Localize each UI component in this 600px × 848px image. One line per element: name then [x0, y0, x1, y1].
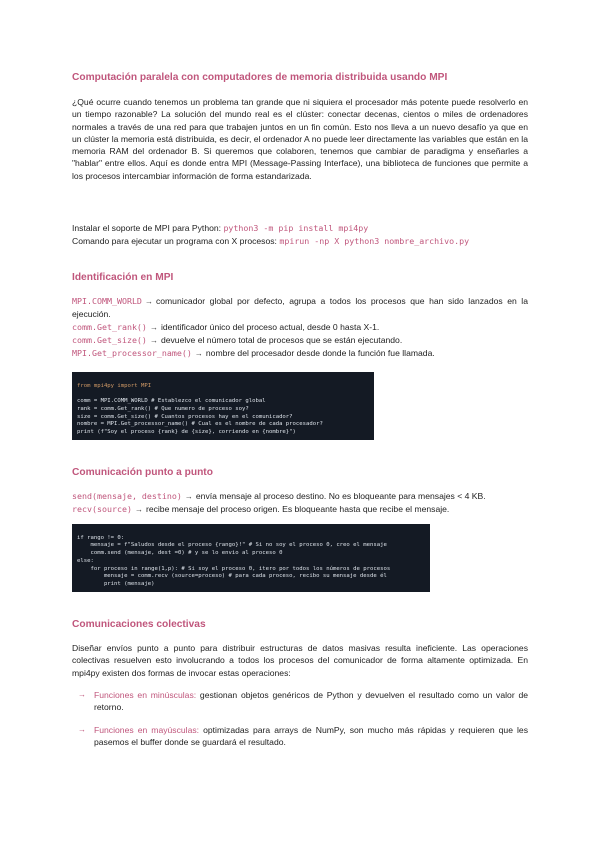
intro-paragraph: ¿Qué ocurre cuando tenemos un problema tan grande que ni siquiera el procesador más potente puede resolverlo en un tiempo razonable? La solución del mundo real es el clúster: conectar decenas, cientos o miles de ordenadores normales a través de una red para que trabajen juntos en un fin común. Esto nos lleva a un nuevo desafío ya que en un clúster la memoria está distribuida, es decir, el ordenador A no puede leer directamente las variables que están en la memoria RAM del ordenador B. Si queremos que colaboren, tenemos que cambiar de paradigma y enseñarles a "hablar" entre ellos. Aquí es donde entra MPI (Message-Passing Interface), una biblioteca de funciones que permite a los procesos intercambiar información de forma estandarizada. [72, 97, 528, 181]
code-term: comm.Get_rank() [72, 321, 147, 332]
install-line [72, 222, 528, 234]
code-line: from mpi4py import MPI [77, 382, 152, 389]
bullet-text [94, 689, 528, 714]
arrow-bullet-icon: → [78, 724, 86, 734]
term-description: recibe mensaje del proceso origen. Es bloqueante hasta que recibe el mensaje. [145, 504, 450, 515]
list-item [72, 724, 528, 749]
term-description: nombre del procesador desde donde la función fue llamada. [205, 348, 435, 359]
code-block-p2p [72, 524, 430, 592]
code-line: mensaje = comm.recv (source=proceso) # para cada proceso, recibo su mensaje desde él [77, 573, 387, 580]
list-item [72, 503, 528, 516]
code-term: MPI.COMM_WORLD [72, 296, 142, 306]
code-line: size = comm.Get_size() # Cuantos procesos hay en el comunicador? [77, 413, 293, 420]
code-term: MPI.Get_processor_name() [72, 348, 192, 359]
code-line: nombre = MPI.Get_processor_name() # Cual es el nombre de cada procesador? [77, 421, 323, 428]
collective-paragraph: Diseñar envíos punto a punto para distribuir estructuras de datos masivas resulta ineficiente. Las operaciones colectivas resuelven esto involucrando a todos los procesos del comunicador de forma altamente optimizada. En mpi4py existen dos formas de invocar estas operaciones: [72, 643, 528, 678]
arrow-bullet-icon: → [78, 690, 86, 699]
bullet-body: gestionan objetos genéricos de Python y devuelven el resultado como un valor de retorno. [94, 690, 529, 713]
install-command: python3 -m pip install mpi4py [223, 223, 369, 233]
bullet-text [94, 724, 528, 749]
code-block-identification [72, 372, 374, 440]
code-line: rank = comm.Get_rank() # Que numero de proceso soy? [77, 405, 249, 412]
arrow-icon: → [184, 492, 193, 501]
code-line: mensaje = f"Saludos desde el proceso {rango}!" # Si no soy el proceso 0, creo el mensaje [77, 542, 387, 549]
section-title-colectivas: Comunicaciones colectivas [72, 619, 206, 630]
list-item [72, 321, 528, 334]
list-item [72, 295, 528, 321]
code-term: comm.Get_size() [72, 334, 147, 345]
list-item [72, 689, 528, 714]
section-title-identificacion: Identificación en MPI [72, 272, 174, 283]
bullet-lead: Funciones en minúsculas: [94, 690, 197, 700]
code-line [77, 390, 369, 398]
p2p-list [72, 490, 528, 517]
identification-list [72, 295, 528, 360]
arrow-icon: → [134, 505, 143, 515]
run-command: mpirun -np X python3 nombre_archivo.py [279, 236, 470, 246]
code-line: print (f"Soy el proceso {rank} de {size}, corriendo en {nombre}") [77, 428, 296, 435]
code-line: comm.send (mensaje, dest =0) # y se lo envio al proceso 0 [77, 550, 283, 557]
bullet-body: optimizadas para arrays de NumPy, son mucho más rápidas y requieren que les pasemos el buffer donde se guardará el resultado. [94, 724, 529, 747]
code-term: send(mensaje, destino) [72, 491, 182, 501]
section-title-mpi: Computación paralela con computadores de memoria distribuida usando MPI [72, 72, 448, 83]
arrow-icon: → [144, 297, 153, 306]
arrow-icon: → [194, 349, 203, 359]
list-item [72, 347, 528, 360]
code-line: comm = MPI.COMM_WORLD # Establezco el comunicador global [77, 398, 266, 405]
list-item [72, 334, 528, 347]
code-line: else: [77, 557, 94, 564]
code-line: if rango != 0: [77, 534, 125, 541]
code-term: recv(source) [72, 504, 132, 515]
bullet-list [72, 689, 528, 748]
arrow-icon: → [149, 335, 158, 345]
term-description: devuelve el número total de procesos que se están ejecutando. [160, 334, 403, 345]
run-line [72, 235, 528, 247]
list-item [72, 490, 528, 503]
code-line: for proceso in range(1,p): # Si soy el proceso 0, itero por todos los números de procesos [77, 565, 391, 572]
install-label: Instalar el soporte de MPI para Python: [72, 223, 224, 233]
bullet-lead: Funciones en mayúsculas: [94, 724, 200, 735]
term-description: identificador único del proceso actual, desde 0 hasta X-1. [160, 321, 380, 332]
term-description: comunicador global por defecto, agrupa a todos los procesos que han sido lanzados en la ejecución. [72, 296, 528, 320]
section-title-punto-a-punto: Comunicación punto a punto [72, 467, 213, 478]
run-label: Comando para ejecutar un programa con X procesos: [72, 236, 280, 246]
code-line: print (mensaje) [77, 580, 155, 587]
arrow-icon: → [149, 322, 158, 332]
term-description: envía mensaje al proceso destino. No es bloqueante para mensajes < 4 KB. [195, 491, 486, 501]
